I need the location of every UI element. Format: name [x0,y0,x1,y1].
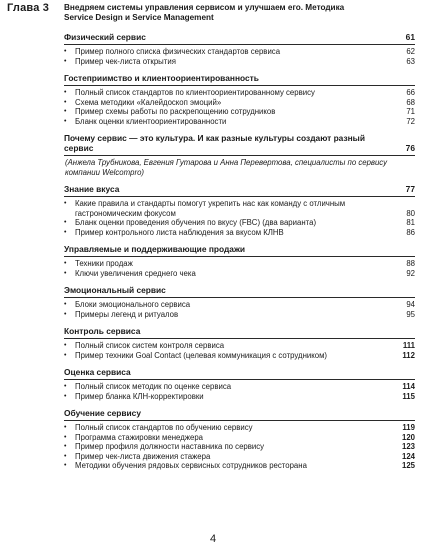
toc-entry[interactable] [64,310,415,320]
entry-page-number: 112 [402,350,415,360]
entry-title: Блоки эмоционального сервиса [75,300,191,309]
bullet-icon: • [64,260,67,267]
entry-page-number: 95 [406,309,415,319]
section-title: Контроль сервиса [64,326,141,336]
entry-page-number: 86 [406,227,415,237]
bullet-icon: • [64,443,67,450]
entry-page-number: 71 [406,107,415,116]
toc-section [64,408,415,471]
entry-title: Пример полного списка физических стандартов сервиса [75,47,281,56]
section-heading[interactable] [64,326,415,336]
entry-page-number: 124 [401,451,415,461]
toc-entry[interactable] [64,199,415,218]
toc-section [64,73,415,126]
entry-title: Какие правила и стандарты помогут укрепить нас как команду с отличным гастрономическим фокусом [75,199,346,218]
toc-entry[interactable] [64,341,415,351]
entry-title: Техники продаж [75,259,133,268]
section-title: Оценка сервиса [64,367,131,377]
toc-entry[interactable] [64,461,415,471]
section-page-number: 76 [405,143,415,153]
section-title: Гостеприимство и клиентоориентированность [64,73,259,83]
section-heading[interactable] [64,73,415,83]
section-heading[interactable] [64,408,415,418]
entry-page-number: 111 [402,341,415,350]
toc-section [64,184,415,237]
entry-page-number: 72 [406,116,415,126]
section-heading[interactable] [64,285,415,295]
toc-section [64,285,415,319]
entry-page-number: 114 [402,382,415,391]
bullet-icon: • [64,219,67,226]
toc-entry[interactable] [64,392,415,402]
entry-title: Пример схемы работы по раскрепощению сотрудников [75,107,276,116]
section-note: (Анжела Трубникова, Евгения Гутарова и Анна Перевертова, специалисты по сервису компании Welcompro) [65,158,388,177]
entry-page-number: 88 [406,259,415,268]
section-divider [64,256,415,257]
entry-title: Бланк оценки клиентоориентированности [75,116,227,126]
section-divider [64,297,415,298]
bullet-icon: • [64,424,67,431]
bullet-icon: • [64,228,67,236]
entry-title: Пример чек-листа движения стажера [75,451,211,461]
section-title: Обучение сервису [64,408,141,418]
toc-entry[interactable] [64,423,415,433]
entry-title: Программа стажировки менеджера [75,432,203,442]
bullet-icon: • [64,269,67,277]
chapter-title: Внедряем системы управления сервисом и улучшаем его. Методика Service Design и Service Management [64,3,345,22]
toc-entry[interactable] [64,218,415,228]
section-divider [64,44,415,45]
entry-page-number: 92 [406,268,415,278]
toc-entry[interactable] [64,351,415,361]
section-divider [64,196,415,197]
bullet-icon: • [64,452,67,460]
bullet-icon: • [64,98,67,106]
entry-title: Пример бланка КЛН-корректировки [75,391,204,401]
entry-title: Пример техники Goal Contact (целевая коммуникация с сотрудником) [75,350,328,360]
entry-title: Пример контрольного листа наблюдения за вкусом КЛНВ [75,227,284,237]
bullet-icon: • [64,392,67,400]
entry-page-number: 119 [402,423,415,432]
bullet-icon: • [64,310,67,318]
section-title: Почему сервис — это культура. И как разные культуры создают разный сервис [64,133,365,153]
toc-entry[interactable] [64,259,415,269]
bullet-icon: • [64,89,67,96]
entry-page-number: 63 [406,56,415,66]
section-heading[interactable] [64,244,415,254]
toc-entry[interactable] [64,452,415,462]
entry-page-number: 125 [401,461,415,470]
bullet-icon: • [64,108,67,115]
entry-page-number: 62 [406,47,415,56]
section-divider [64,338,415,339]
entry-title: Методики обучения рядовых сервисных сотрудников ресторана [75,461,307,470]
section-heading[interactable] [64,367,415,377]
toc-section [64,367,415,401]
entry-page-number: 68 [406,97,415,107]
section-divider [64,155,415,156]
bullet-icon: • [64,48,67,55]
entry-page-number: 115 [402,391,415,401]
bullet-icon: • [64,433,67,441]
bullet-icon: • [64,301,67,308]
section-title: Управляемые и поддерживающие продажи [64,244,246,254]
toc-entry[interactable] [64,382,415,392]
toc-entry[interactable] [64,88,415,98]
entry-title: Примеры легенд и ритуалов [75,309,179,319]
toc-section [64,133,415,177]
entry-title: Полный список стандартов по клиентоориентированному сервису [75,88,315,97]
toc-entry[interactable] [64,57,415,67]
entry-title: Полный список систем контроля сервиса [75,341,225,350]
entry-title: Схема методики «Калейдоскоп эмоций» [75,97,222,107]
section-title: Физический сервис [64,32,146,42]
bullet-icon: • [64,200,67,207]
entry-title: Пример чек-листа открытия [75,56,176,66]
entry-page-number: 80 [406,208,415,218]
bullet-icon: • [64,342,67,349]
toc-entry[interactable] [64,228,415,238]
section-heading[interactable] [64,133,415,153]
entry-page-number: 94 [406,300,415,309]
section-page-number: 77 [405,184,415,194]
toc-entry[interactable] [64,107,415,117]
section-title: Эмоциональный сервис [64,285,166,295]
section-divider [64,85,415,86]
toc-entry[interactable] [64,117,415,127]
entry-title: Полный список методик по оценке сервиса [75,382,232,391]
toc-section [64,244,415,278]
section-heading[interactable] [64,184,415,194]
toc-entry[interactable] [64,433,415,443]
toc-entry[interactable] [64,300,415,310]
toc-section [64,326,415,360]
bullet-icon: • [64,57,67,65]
page-number: 4 [209,533,217,545]
section-page-number: 61 [405,32,415,42]
section-heading[interactable] [64,32,415,42]
bullet-icon: • [64,117,67,125]
table-of-contents [64,32,415,478]
bullet-icon: • [64,383,67,390]
section-title: Знание вкуса [64,184,120,194]
entry-page-number: 123 [401,442,415,451]
chapter-label: Глава 3 [7,2,50,14]
entry-page-number: 81 [406,218,415,227]
entry-title: Полный список стандартов по обучению сервису [75,423,253,432]
section-divider [64,379,415,380]
bullet-icon: • [64,351,67,359]
toc-entry[interactable] [64,98,415,108]
section-divider [64,420,415,421]
toc-entry[interactable] [64,47,415,57]
entry-title: Бланк оценки проведения обучения по вкусу (FBC) (два варианта) [75,218,317,227]
toc-entry[interactable] [64,269,415,279]
toc-section [64,32,415,66]
entry-title: Пример профиля должности наставника по сервису [75,442,265,451]
entry-title: Ключи увеличения среднего чека [75,268,196,278]
bullet-icon: • [64,462,67,469]
entry-page-number: 66 [406,88,415,97]
entry-page-number: 120 [401,432,415,442]
toc-entry[interactable] [64,442,415,452]
